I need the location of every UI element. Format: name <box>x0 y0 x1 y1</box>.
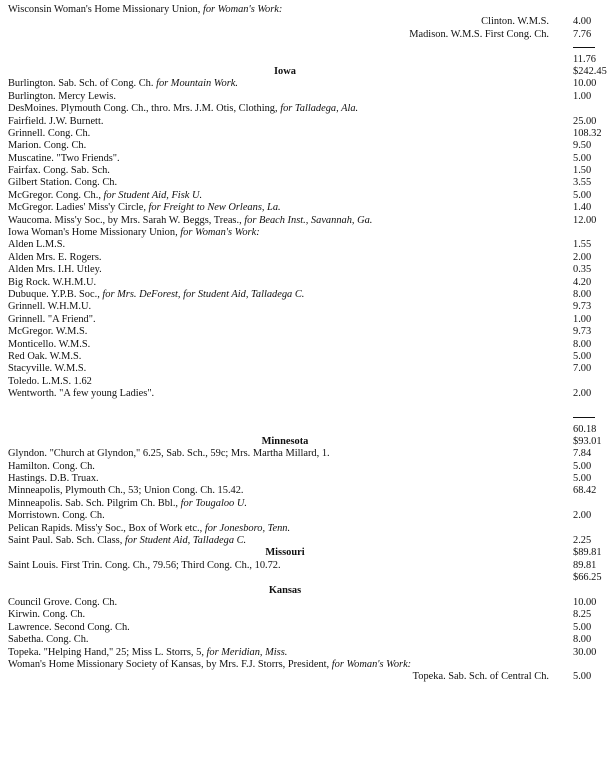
entry-description: Alden L.M.S. <box>8 239 66 251</box>
ledger-row <box>0 339 616 351</box>
entry-description: Minnesota <box>261 435 309 447</box>
entry-amount: 8.00 <box>573 288 592 300</box>
ledger-row <box>0 510 616 522</box>
state-total: $89.81 <box>573 547 602 559</box>
entry-amount: 5.00 <box>573 473 592 485</box>
entry-description: Woman's Home Missionary Society of Kansas, by Mrs. F.J. Storrs, President, <box>8 658 332 670</box>
state-name <box>0 66 570 78</box>
entry-text <box>8 485 244 497</box>
ledger-row <box>0 177 616 189</box>
entry-description: McGregor. W.M.S. <box>8 326 88 338</box>
entry-amount: 12.00 <box>573 214 597 226</box>
ledger-row <box>0 215 616 227</box>
ledger-row <box>0 473 616 485</box>
entry-amount: 8.00 <box>573 634 592 646</box>
entry-text <box>8 165 110 177</box>
entry-text <box>8 202 281 214</box>
spacer <box>0 404 616 411</box>
ledger-row <box>0 140 616 152</box>
state-total: $242.45 <box>573 65 607 77</box>
entry-description: Monticello. W.M.S. <box>8 338 91 350</box>
entry-text <box>8 609 85 621</box>
entry-description: Iowa <box>274 65 296 77</box>
ledger-row <box>0 202 616 214</box>
entry-description: Wentworth. "A few young Ladies". <box>8 388 155 400</box>
entry-amount: 3.55 <box>573 177 592 189</box>
entry-description: Hamilton. Cong. Ch. <box>8 460 95 472</box>
entry-text <box>8 376 92 388</box>
entry-text <box>8 326 87 338</box>
ledger-row <box>0 609 616 621</box>
entry-description: Clinton. W.M.S. <box>481 16 549 28</box>
entry-designation: for Woman's Work: <box>180 227 260 239</box>
rule-line <box>573 47 595 48</box>
entry-amount: 5.00 <box>573 621 592 633</box>
ledger-row <box>0 659 616 671</box>
entry-description: DesMoines. Plymouth Cong. Ch., thro. Mrs. J.M. Otis, Clothing, <box>8 103 281 115</box>
entry-description: Madison. W.M.S. First Cong. Ch. <box>409 28 549 40</box>
ledger-row <box>0 560 616 572</box>
entry-text <box>8 647 287 659</box>
entry-amount: 7.76 <box>573 28 592 40</box>
entry-description: Kirwin. Cong. Ch. <box>8 609 86 621</box>
entry-description: Hastings. D.B. Truax. <box>8 473 99 485</box>
ledger-row <box>0 376 616 388</box>
entry-description: Lawrence. Second Cong. Ch. <box>8 621 130 633</box>
entry-description: Council Grove. Cong. Ch. <box>8 596 118 608</box>
entry-designation: for Meridian, Miss. <box>206 646 288 658</box>
entry-text <box>413 671 549 683</box>
entry-text <box>8 363 86 375</box>
ledger-row <box>0 54 616 66</box>
ledger-page <box>0 4 616 684</box>
ledger-row <box>0 116 616 128</box>
state-header <box>0 66 616 78</box>
entry-amount: 9.73 <box>573 326 592 338</box>
entry-description: Grinnell. Cong. Ch. <box>8 127 91 139</box>
entry-text <box>8 190 202 202</box>
entry-amount: 5.00 <box>573 671 592 683</box>
subtotal-rule <box>0 41 616 53</box>
entry-description: Grinnell. "A Friend". <box>8 313 96 325</box>
entry-text <box>8 239 65 251</box>
entry-designation: for Jonesboro, Tenn. <box>204 522 291 534</box>
entry-text <box>409 29 549 41</box>
ledger-row <box>0 227 616 239</box>
entry-designation: for Woman's Work: <box>202 4 283 15</box>
entry-text <box>8 128 90 140</box>
entry-text <box>8 461 95 473</box>
ledger-row <box>0 165 616 177</box>
entry-description: Burlington. Sab. Sch. of Cong. Ch. <box>8 78 157 90</box>
ledger-row <box>0 523 616 535</box>
entry-designation: for Student Aid, Fisk U. <box>103 189 203 201</box>
subtotal-rule <box>0 411 616 423</box>
entry-designation: for Tougaloo U. <box>180 497 247 509</box>
entry-designation: for Mrs. DeForest, for Student Aid, Talladega C. <box>102 288 305 300</box>
ledger-row <box>0 29 616 41</box>
entry-amount: $66.25 <box>573 572 602 584</box>
entry-description: Glyndon. "Church at Glyndon," 6.25, Sab. Sch., 59c; Mrs. Martha Millard, 1. <box>8 448 330 460</box>
entry-text <box>8 659 411 671</box>
entry-designation: for Beach Inst., Savannah, Ga. <box>244 214 373 226</box>
state-name <box>0 436 570 448</box>
ledger-row <box>0 16 616 28</box>
ledger-row <box>0 239 616 251</box>
entry-description: Morristown. Cong. Ch. <box>8 510 105 522</box>
entry-text <box>8 177 117 189</box>
ledger-row <box>0 153 616 165</box>
entry-text <box>8 498 247 510</box>
entry-text <box>8 103 358 115</box>
ledger-row <box>0 363 616 375</box>
entry-text <box>8 339 90 351</box>
entry-text <box>8 622 130 634</box>
entry-amount: 11.76 <box>573 53 596 65</box>
entry-amount: 10.00 <box>573 78 597 90</box>
entry-text <box>8 116 103 128</box>
state-header <box>0 547 616 559</box>
entry-description: Stacyville. W.M.S. <box>8 363 87 375</box>
state-header <box>0 436 616 448</box>
entry-description: Topeka. "Helping Hand," 25; Miss L. Storrs, 5, <box>8 646 207 658</box>
entry-text <box>8 510 105 522</box>
entry-text <box>8 388 154 400</box>
ledger-row <box>0 190 616 202</box>
entry-amount: 10.00 <box>573 596 597 608</box>
entry-description: Alden Mrs. E. Rogers. <box>8 251 102 263</box>
entry-description: Pelican Rapids. Miss'y Soc., Box of Work etc., <box>8 522 205 534</box>
entry-amount: 7.00 <box>573 363 592 375</box>
entry-description: Topeka. Sab. Sch. of Central Ch. <box>412 671 549 683</box>
ledger-row <box>0 128 616 140</box>
entry-text <box>8 264 102 276</box>
entry-description: Kansas <box>268 584 302 596</box>
entry-designation: for Freight to New Orleans, La. <box>148 202 281 214</box>
entry-amount: 1.00 <box>573 313 592 325</box>
entry-text <box>8 140 86 152</box>
entry-text <box>8 78 238 90</box>
entry-description: Toledo. L.M.S. 1.62 <box>8 375 92 387</box>
ledger-row <box>0 424 616 436</box>
entry-amount: 7.84 <box>573 448 592 460</box>
entry-amount: 9.73 <box>573 301 592 313</box>
entry-description: Waucoma. Miss'y Soc., by Mrs. Sarah W. Beggs, Treas., <box>8 214 245 226</box>
entry-text <box>8 448 330 460</box>
entry-amount: 1.00 <box>573 90 592 102</box>
entry-text <box>8 473 99 485</box>
ledger-row <box>0 326 616 338</box>
ledger-row <box>0 634 616 646</box>
entry-text <box>8 314 96 326</box>
entry-description: Dubuque. Y.P.B. Soc., <box>8 288 103 300</box>
ledger-row <box>0 301 616 313</box>
entry-amount: 5.00 <box>573 350 592 362</box>
ledger-row <box>0 485 616 497</box>
ledger-row <box>0 597 616 609</box>
entry-text <box>8 351 81 363</box>
ledger-row <box>0 461 616 473</box>
entry-text <box>481 16 549 28</box>
entry-description: Muscatine. "Two Friends". <box>8 152 120 164</box>
entry-amount: 2.00 <box>573 388 592 400</box>
entry-description: Big Rock. W.H.M.U. <box>8 276 97 288</box>
ledger-row <box>0 252 616 264</box>
entry-description: Red Oak. W.M.S. <box>8 350 82 362</box>
entry-amount: 9.50 <box>573 140 592 152</box>
entry-designation: for Woman's Work: <box>331 658 412 670</box>
entry-description: Wisconsin Woman's Home Missionary Union, <box>8 4 203 15</box>
ledger-row <box>0 388 616 404</box>
entry-amount: 1.55 <box>573 239 592 251</box>
entry-amount: 68.42 <box>573 485 597 497</box>
ledger-row <box>0 289 616 301</box>
entry-description: Minneapolis. Sab. Sch. Pilgrim Ch. Bbl., <box>8 497 181 509</box>
entry-amount: 0.35 <box>573 264 592 276</box>
entry-amount: 89.81 <box>573 559 597 571</box>
entry-amount: 8.25 <box>573 609 592 621</box>
entry-text <box>8 301 91 313</box>
ledger-row <box>0 277 616 289</box>
ledger-row <box>0 103 616 115</box>
entry-amount: 4.20 <box>573 276 592 288</box>
entry-description: Missouri <box>265 547 305 559</box>
entry-amount: 60.18 <box>573 423 597 435</box>
ledger-row <box>0 264 616 276</box>
entry-amount: 5.00 <box>573 189 592 201</box>
ledger-row <box>0 671 616 683</box>
entry-description: Saint Paul. Sab. Sch. Class, <box>8 535 125 547</box>
entry-amount: 8.00 <box>573 338 592 350</box>
entry-amount: 2.00 <box>573 510 592 522</box>
entry-description: McGregor. Ladies' Miss'y Circle, <box>8 202 149 214</box>
entry-amount: 5.00 <box>573 460 592 472</box>
entry-description: Saint Louis. First Trin. Cong. Ch., 79.56; Third Cong. Ch., 10.72. <box>8 559 281 571</box>
entry-text <box>8 252 102 264</box>
entry-text <box>8 91 116 103</box>
ledger-row <box>0 4 616 16</box>
entry-text <box>8 153 120 165</box>
entry-text <box>8 560 281 572</box>
entry-description: Fairfield. J.W. Burnett. <box>8 115 104 127</box>
entry-description: Grinnell. W.H.M.U. <box>8 301 92 313</box>
entry-text <box>8 535 246 547</box>
entry-description: Sabetha. Cong. Ch. <box>8 634 89 646</box>
entry-amount: 1.40 <box>573 202 592 214</box>
ledger-row <box>0 498 616 510</box>
entry-amount: 5.00 <box>573 152 592 164</box>
state-header <box>0 585 616 597</box>
ledger-row <box>0 351 616 363</box>
entry-description: Burlington. Mercy Lewis. <box>8 90 116 102</box>
entry-amount: 1.50 <box>573 165 592 177</box>
entry-description: Minneapolis, Plymouth Ch., 53; Union Cong. Ch. 15.42. <box>8 485 244 497</box>
entry-designation: for Student Aid, Talladega C. <box>124 535 247 547</box>
ledger-row <box>0 535 616 547</box>
entry-designation: for Talladega, Ala. <box>280 103 359 115</box>
ledger-row <box>0 448 616 460</box>
entry-description: Fairfax. Cong. Sab. Sch. <box>8 165 110 177</box>
entry-description: Iowa Woman's Home Missionary Union, <box>8 227 181 239</box>
entry-text <box>8 4 282 16</box>
entry-text <box>8 215 372 227</box>
entry-description: McGregor. Cong. Ch., <box>8 189 104 201</box>
entry-amount: 25.00 <box>573 115 597 127</box>
entry-text <box>8 634 89 646</box>
ledger-row <box>0 91 616 103</box>
entry-text <box>8 277 96 289</box>
entry-amount: 2.25 <box>573 535 592 547</box>
ledger-row <box>0 78 616 90</box>
entry-description: Marion. Cong. Ch. <box>8 140 87 152</box>
ledger-row <box>0 622 616 634</box>
entry-description: Alden Mrs. I.H. Utley. <box>8 264 102 276</box>
entry-designation: for Mountain Work. <box>156 78 238 90</box>
ledger-row <box>0 572 616 584</box>
entry-text <box>8 597 117 609</box>
entry-description: Gilbert Station. Cong. Ch. <box>8 177 118 189</box>
entry-amount: 30.00 <box>573 646 597 658</box>
entry-amount: 2.00 <box>573 251 592 263</box>
state-name <box>0 547 570 559</box>
ledger-row <box>0 647 616 659</box>
ledger-row <box>0 314 616 326</box>
entry-text <box>8 523 290 535</box>
entry-text <box>8 227 260 239</box>
entry-text <box>8 289 304 301</box>
entry-amount: 4.00 <box>573 16 592 28</box>
state-name <box>0 585 570 597</box>
entry-amount: 108.32 <box>573 127 602 139</box>
rule-line <box>573 417 595 418</box>
state-total: $93.01 <box>573 435 602 447</box>
